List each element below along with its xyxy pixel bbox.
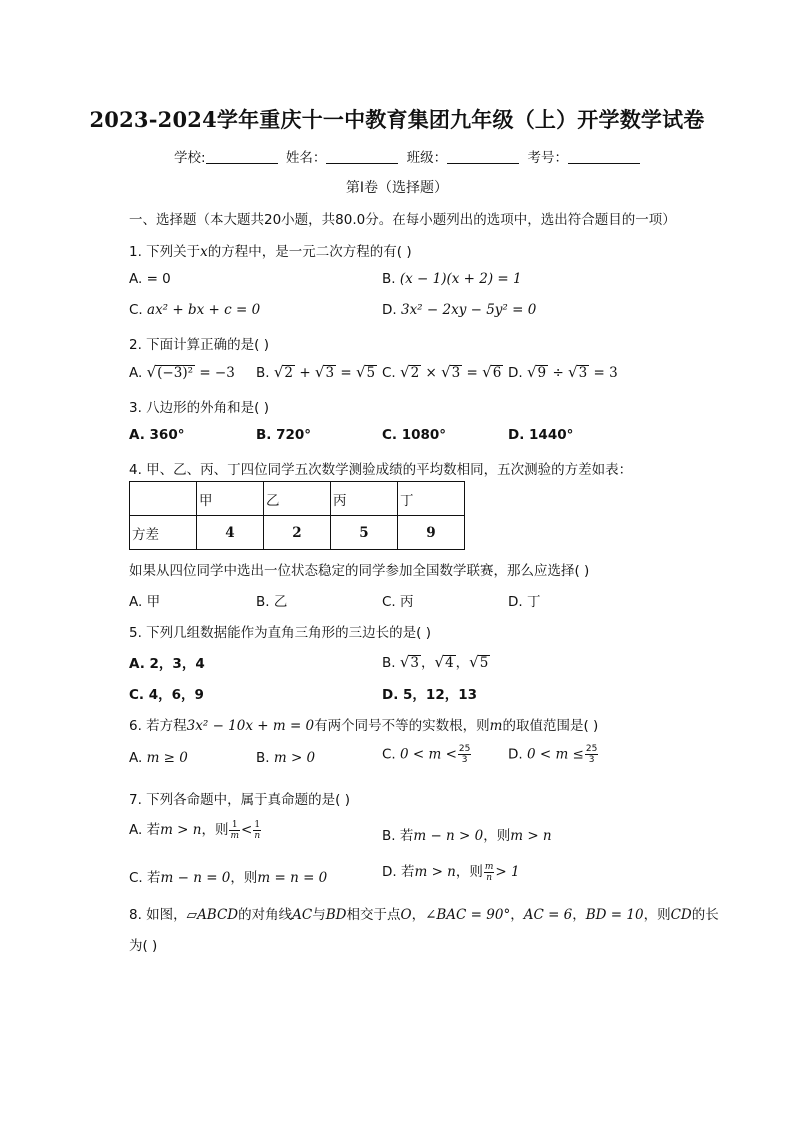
q2-option-c: C. √2 × √3 = √6 xyxy=(382,363,502,381)
q2-stem: 2. 下面计算正确的是( ) xyxy=(129,337,269,353)
q4-option-c: C. 丙 xyxy=(382,594,414,610)
section-title: 第I卷（选择题） xyxy=(345,180,449,196)
q4-option-a: A. 甲 xyxy=(129,594,161,610)
q3-option-a: A. 360° xyxy=(129,427,185,443)
exam-no-label: 考号： xyxy=(527,150,568,166)
q6-option-a: A. m ≥ 0 xyxy=(129,750,188,766)
q1-stem: 1. 下列关于x的方程中，是一元二次方程的有( ) xyxy=(129,244,412,260)
q5-option-a: A. 2，3，4 xyxy=(129,656,205,672)
q4-question: 如果从四位同学中选出一位状态稳定的同学参加全国数学联赛，那么应选择( ) xyxy=(129,563,590,579)
part1-heading: 一、选择题（本大题共20小题，共80.0分。在每小题列出的选项中，选出符合题目的一项） xyxy=(129,212,676,228)
exam-no-blank xyxy=(568,150,640,164)
q2-option-a: A. √(−3)² = −3 xyxy=(129,363,235,381)
q1-option-b: B. (x − 1)(x + 2) = 1 xyxy=(382,271,522,287)
q6-option-d: D. 0 < m ≤ $\frac{25}{3}$ xyxy=(508,744,598,765)
table-header-cell: 丁 xyxy=(398,482,465,516)
q5-option-c: C. 4，6，9 xyxy=(129,687,204,703)
table-header-cell xyxy=(130,482,197,516)
q3-option-d: D. 1440° xyxy=(508,427,574,443)
student-info-line xyxy=(174,146,644,166)
class-blank xyxy=(447,150,519,164)
q7-stem: 7. 下列各命题中，属于真命题的是( ) xyxy=(129,792,350,808)
q4-stem: 4. 甲、乙、丙、丁四位同学五次数学测验成绩的平均数相同，五次测验的方差如表： xyxy=(129,462,633,478)
class-label: 班级： xyxy=(406,150,448,166)
q5-option-b: B. √3 ，√4 ，√5 xyxy=(382,653,489,671)
table-cell: 2 xyxy=(264,516,331,550)
q5-stem: 5. 下列几组数据能作为直角三角形的三边长的是( ) xyxy=(129,625,431,641)
variance-table xyxy=(129,481,465,550)
school-label: 学校: xyxy=(174,150,206,166)
q8-stem-line2: 为( ) xyxy=(129,938,158,954)
q2-option-b: B. √2 + √3 = √5 xyxy=(256,363,376,381)
q3-stem: 3. 八边形的外角和是( ) xyxy=(129,400,269,416)
q6-option-c: C. 0 < m < $\frac{25}{3}$ xyxy=(382,744,471,765)
q1-option-d: D. 3x² − 2xy − 5y² = 0 xyxy=(382,302,537,318)
table-row xyxy=(130,516,465,550)
q4-option-d: D. 丁 xyxy=(508,594,541,610)
q3-option-c: C. 1080° xyxy=(382,427,447,443)
q4-option-b: B. 乙 xyxy=(256,594,288,610)
name-blank xyxy=(326,150,398,164)
q7-option-c: C. 若m − n = 0，则m = n = 0 xyxy=(129,870,328,886)
table-cell: 9 xyxy=(398,516,465,550)
table-header-row xyxy=(130,482,465,516)
q1-option-a: A. = 0 xyxy=(129,271,171,287)
q6-stem: 6. 若方程3x² − 10x + m = 0有两个同号不等的实数根，则m的取值范围是( ) xyxy=(129,718,599,734)
q2-option-d: D. √9 ÷ √3 = 3 xyxy=(508,363,618,381)
table-header-cell: 甲 xyxy=(197,482,264,516)
table-header-cell: 丙 xyxy=(331,482,398,516)
q7-option-a: A. 若m > n，则 $\frac{1}{m}$ < $\frac{1}{n}$ xyxy=(129,819,261,841)
table-row-label: 方差 xyxy=(130,516,197,550)
q7-option-b: B. 若m − n > 0，则m > n xyxy=(382,828,552,844)
name-label: 姓名： xyxy=(285,150,327,166)
exam-title: 2023-2024学年重庆十一中教育集团九年级（上）开学数学试卷 xyxy=(89,107,705,132)
table-cell: 4 xyxy=(197,516,264,550)
q8-stem: 8. 如图，▱ABCD的对角线AC与BD相交于点O，∠BAC = 90°，AC = 6，BD = 10，则CD的长 xyxy=(129,907,719,923)
q5-option-d: D. 5，12，13 xyxy=(382,687,478,703)
q3-option-b: B. 720° xyxy=(256,427,312,443)
table-header-cell: 乙 xyxy=(264,482,331,516)
q1-option-c: C. ax² + bx + c = 0 xyxy=(129,302,261,318)
table-cell: 5 xyxy=(331,516,398,550)
q7-option-d: D. 若m > n，则 $\frac{m}{n}$ > 1 xyxy=(382,861,520,883)
school-blank xyxy=(206,150,278,164)
q6-option-b: B. m > 0 xyxy=(256,750,316,766)
